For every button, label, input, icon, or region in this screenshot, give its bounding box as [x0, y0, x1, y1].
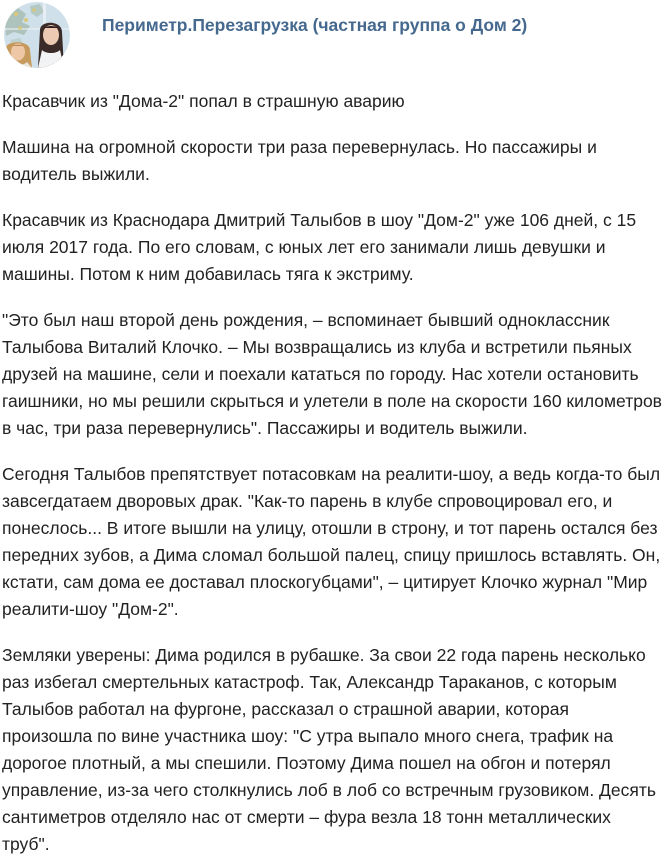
post-paragraph: "Это был наш второй день рождения, – вспоминает бывший одноклассник Талыбова Виталий Клочко. – Мы возвращались из клуба и встретили пьяных друзей на машине, сели и поехали кататься по городу. Нас хотели остановить гаишники, но мы решили скрыться и улетели в поле на скорости 160 километров в час, три раза перевернулись". Пассажиры и водитель выжили. [2, 310, 662, 438]
group-avatar[interactable] [4, 2, 70, 68]
group-name-link[interactable]: Периметр.Перезагрузка (частная группа о Дом 2) [102, 15, 528, 35]
post-paragraph: Красавчик из "Дома-2" попал в страшную аварию [2, 91, 405, 111]
post-paragraph: Сегодня Талыбов препятствует потасовкам на реалити-шоу, а ведь когда-то был завсегдатаем дворовых драк. "Как-то парень в клубе спровоцировал его, и понеслось... В итоге вышли на улицу, отошли в строну, и тот парень остался без передних зубов, а Дима сломал большой палец, спицу пришлось вставлять. Он, кстати, сам дома ее доставал плоскогубцами", – цитирует Клочко журнал "Мир реалити-шоу "Дом-2". [2, 464, 661, 619]
post-paragraph: Земляки уверены: Дима родился в рубашке. За свои 22 года парень несколько раз избегал смертельных катастроф. Так, Александр Тараканов, с которым Талыбов работал на фургоне, рассказал о страшной аварии, которая произошла по вине участника шоу: "С утра выпало много снега, трафик на дорогое плотный, а мы спешили. Поэтому Дима пошел на обгон и потерял управление, из-за чего столкнулись лоб в лоб со встречным грузовиком. Десять сантиметров отделяло нас от смерти – фура везла 18 тонн металлических труб". [2, 645, 656, 854]
group-avatar-icon [4, 2, 70, 68]
post-paragraph: Красавчик из Краснодара Дмитрий Талыбов в шоу "Дом-2" уже 106 дней, с 15 июля 2017 года. По его словам, с юных лет его занимали лишь девушки и машины. Потом к ним добавилась тяга к экстриму. [2, 210, 637, 284]
post-paragraph: Машина на огромной скорости три раза перевернулась. Но пассажиры и водитель выжили. [2, 137, 597, 184]
post-header [0, 0, 670, 68]
post-text [0, 88, 670, 858]
